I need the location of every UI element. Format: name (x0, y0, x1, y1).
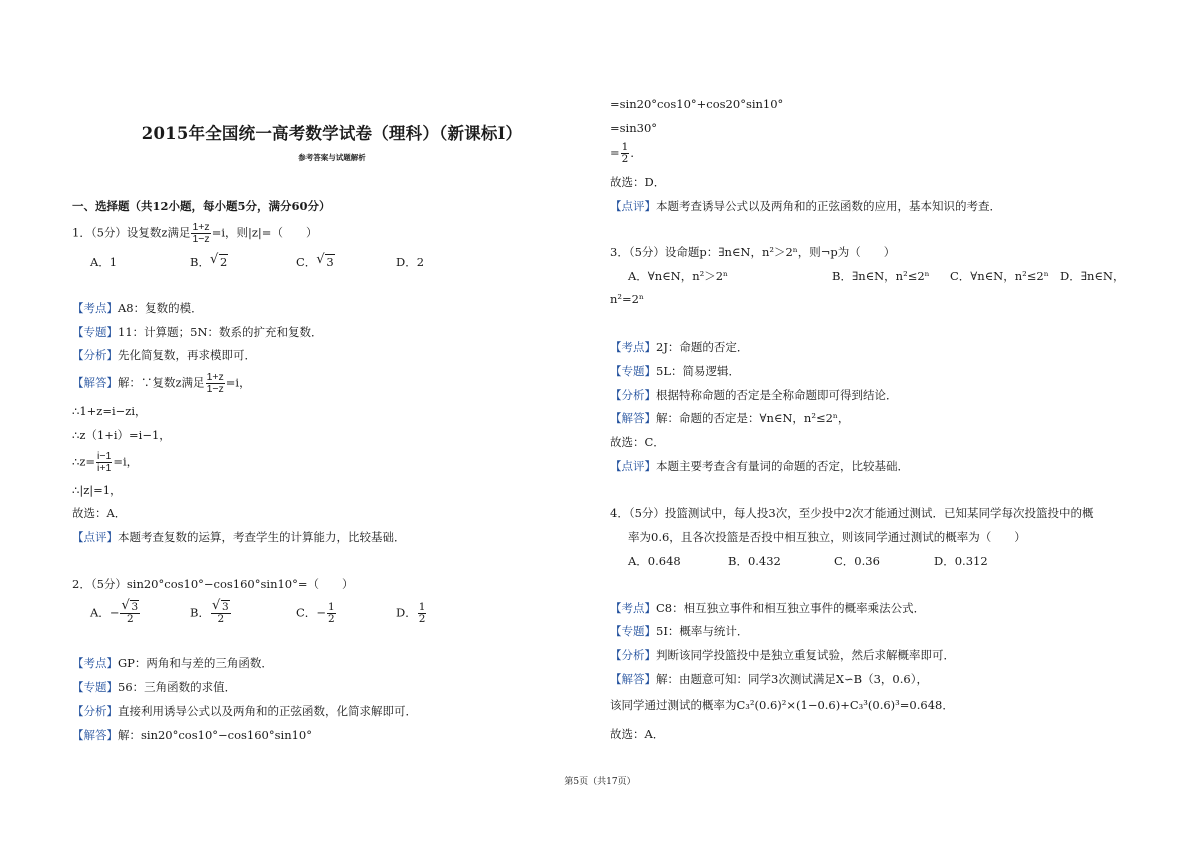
q2-option-d: D． $\frac{1}{2}$ (396, 601, 426, 625)
q3-option-c: C．∀n∈N，n²≤2ⁿ (950, 269, 1049, 283)
q4-kaodian: 【考点】C8：相互独立事件和相互独立事件的概率乘法公式． (610, 601, 926, 615)
q4-zhuanti: 【专题】5I：概率与统计． (610, 624, 749, 638)
q2-stem: 2．（5分）sin20°cos10°−cos160°sin10°=（ ） (72, 577, 354, 591)
q1-answer: 故选：A． (72, 506, 127, 520)
q1-step2: ∴z（1+i）=i−1， (72, 428, 171, 442)
q2-fenxi: 【分析】直接利用诱导公式以及两角和的正弦函数，化简求解即可． (72, 704, 417, 718)
q1-zhuanti: 【专题】11：计算题；5N：数系的扩充和复数． (72, 325, 323, 339)
q2-option-c: C．− $\frac{1}{2}$ (296, 601, 335, 625)
q1-step1: ∴1+z=i−zi， (72, 404, 147, 418)
q1-option-d: D．2 (396, 255, 425, 269)
page-footer: 第5页（共17页） (564, 777, 636, 787)
q2-step1: =sin20°cos10°+cos20°sin10° (610, 97, 784, 111)
q1-jieda: 【解答】解：∵复数z满足 $\frac{1+z}{1-z}$ =i， (72, 371, 251, 395)
q3-kaodian: 【考点】2J：命题的否定． (610, 340, 749, 354)
q3-zhuanti: 【专题】5L：简易逻辑． (610, 364, 740, 378)
q1-kaodian: 【考点】A8：复数的模． (72, 301, 203, 315)
q2-kaodian: 【考点】GP：两角和与差的三角函数． (72, 656, 273, 670)
page-subtitle: 参考答案与试题解析 (298, 153, 366, 162)
q3-option-d-cont: n²=2ⁿ (610, 292, 644, 306)
q2-step3: = $\frac{1}{2}$ ． (610, 141, 642, 165)
q3-fenxi: 【分析】根据特称命题的否定是全称命题即可得到结论． (610, 388, 898, 402)
q2-option-a: A．− √ $\frac{3}{2}$ (90, 602, 141, 625)
q3-answer: 故选：C． (610, 435, 665, 449)
page-title: 2015年全国统一高考数学试卷（理科）（新课标Ⅰ） (141, 124, 523, 143)
q2-dianping: 【点评】本题考查诱导公式以及两角和的正弦函数的应用，基本知识的考查． (610, 199, 1001, 213)
q4-option-a: A．0.648 (628, 554, 681, 568)
q4-option-b: B．0.432 (728, 554, 781, 568)
q3-option-b: B．∃n∈N，n²≤2ⁿ (832, 269, 930, 283)
q2-option-b: B． √ $\frac{3}{2}$ (190, 602, 232, 625)
q1-step3: ∴z= $\frac{i-1}{i+1}$ =i， (72, 450, 139, 474)
q2-step2: =sin30° (610, 121, 658, 135)
q4-jieda: 【解答】解：由题意可知：同学3次测试满足X∽B（3，0.6）， (610, 672, 928, 686)
q1-stem: 1．（5分）设复数z满足 $\frac{1+z}{1-z}$ =i，则|z|=（ ） (72, 221, 318, 245)
q3-option-d: D．∃n∈N， (1060, 269, 1125, 283)
q4-stem-line2: 率为0.6，且各次投篮是否投中相互独立，则该同学通过测试的概率为（ ） (628, 530, 1026, 544)
q3-option-a: A．∀n∈N，n²＞2ⁿ (628, 269, 729, 283)
q1-option-b: B．√ 2 (190, 254, 228, 270)
q2-zhuanti: 【专题】56：三角函数的求值． (72, 680, 237, 694)
q1-step4: ∴|z|=1， (72, 483, 122, 497)
q1-option-c: C．√ 3 (296, 254, 335, 270)
q4-fenxi: 【分析】判断该同学投篮投中是独立重复试验，然后求解概率即可． (610, 648, 955, 662)
q3-dianping: 【点评】本题主要考查含有量词的命题的否定，比较基础． (610, 459, 909, 473)
q1-dianping: 【点评】本题考查复数的运算，考查学生的计算能力，比较基础． (72, 530, 406, 544)
q2-answer: 故选：D． (610, 175, 666, 189)
q4-answer: 故选：A． (610, 727, 665, 741)
q4-option-d: D．0.312 (934, 554, 988, 568)
section-heading: 一、选择题（共12小题，每小题5分，满分60分） (72, 199, 331, 213)
q1-option-a: A．1 (90, 255, 118, 269)
q2-jieda: 【解答】解：sin20°cos10°−cos160°sin10° (72, 728, 312, 742)
q4-stem-line1: 4．（5分）投篮测试中，每人投3次，至少投中2次才能通过测试．已知某同学每次投篮投中的概 (610, 506, 1094, 520)
q4-step1: 该同学通过测试的概率为C₃²(0.6)²×(1−0.6)+C₃³(0.6)³=0.648． (610, 698, 954, 712)
q3-stem: 3．（5分）设命题p：∃n∈N，n²＞2ⁿ，则¬p为（ ） (610, 245, 896, 259)
q3-jieda: 【解答】解：命题的否定是：∀n∈N，n²≤2ⁿ， (610, 411, 850, 425)
q1-fenxi: 【分析】先化简复数，再求模即可． (72, 348, 256, 362)
q4-option-c: C．0.36 (834, 554, 880, 568)
